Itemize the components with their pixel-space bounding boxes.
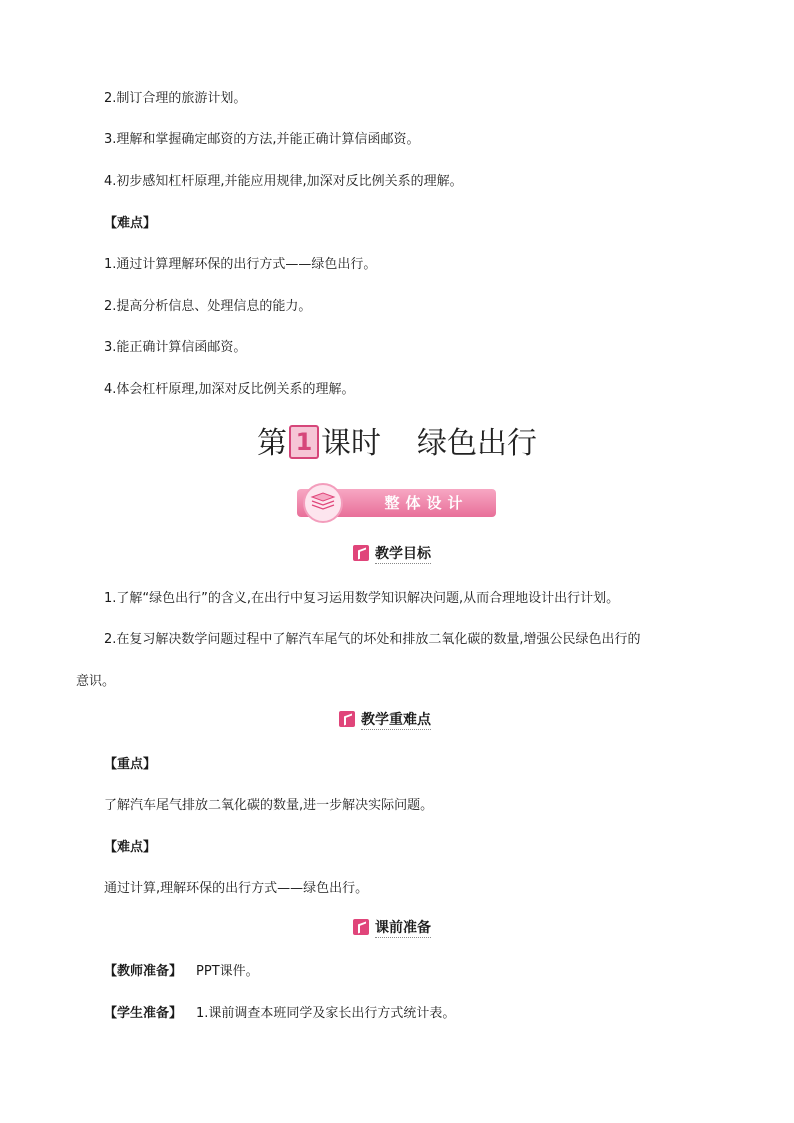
design-banner-text: 整体设计 [384,494,469,512]
student-prep [104,1005,455,1023]
goal-item-2-line1: 2.在复习解决数学问题过程中了解汽车尾气的坏处和排放二氧化碳的数量,增强公民绿色出行的 [104,632,641,647]
top-point-4: 4.初步感知杠杆原理,并能应用规律,加深对反比例关系的理解。 [104,174,463,189]
lesson-prefix: 第 [257,426,287,461]
key-diff-label: 【难点】 [104,840,157,855]
goal-item-1: 1.了解“绿色出行”的含义,在出行中复习运用数学知识解决问题,从而合理地设计出行计划。 [104,591,620,606]
teacher-prep-text: PPT课件。 [196,964,259,979]
lesson-suffix: 课时 [321,426,381,461]
difficulty-point-2: 2.提高分析信息、处理信息的能力。 [104,299,312,314]
key-points-heading-label: 教学重难点 [361,712,431,728]
teacher-prep-label: 【教师准备】 [104,964,183,979]
key-label: 【重点】 [104,757,157,772]
key-diff-text: 通过计算,理解环保的出行方式——绿色出行。 [104,881,369,896]
key-text: 了解汽车尾气排放二氧化碳的数量,进一步解决实际问题。 [104,798,434,813]
prep-heading [353,918,431,938]
flag-icon [353,919,369,935]
difficulty-heading: 【难点】 [104,216,157,231]
flag-icon [339,711,355,727]
goals-heading [353,544,431,564]
difficulty-point-1: 1.通过计算理解环保的出行方式——绿色出行。 [104,257,377,272]
book-icon [303,483,343,523]
student-prep-text: 1.课前调查本班同学及家长出行方式统计表。 [196,1006,456,1021]
teacher-prep [104,963,259,981]
goals-heading-label: 教学目标 [375,546,431,562]
difficulty-point-3: 3.能正确计算信函邮资。 [104,340,247,355]
goal-item-2-line2: 意识。 [76,674,116,689]
design-banner [297,489,496,517]
top-point-3: 3.理解和掌握确定邮资的方法,并能正确计算信函邮资。 [104,132,420,147]
lesson-number-badge: 1 [289,425,319,459]
flag-icon [353,545,369,561]
top-point-2: 2.制订合理的旅游计划。 [104,91,247,106]
lesson-title [0,424,794,464]
key-points-heading [339,710,431,730]
student-prep-label: 【学生准备】 [104,1006,183,1021]
difficulty-point-4: 4.体会杠杆原理,加深对反比例关系的理解。 [104,382,355,397]
lesson-name: 绿色出行 [417,426,537,461]
prep-heading-label: 课前准备 [375,920,431,936]
